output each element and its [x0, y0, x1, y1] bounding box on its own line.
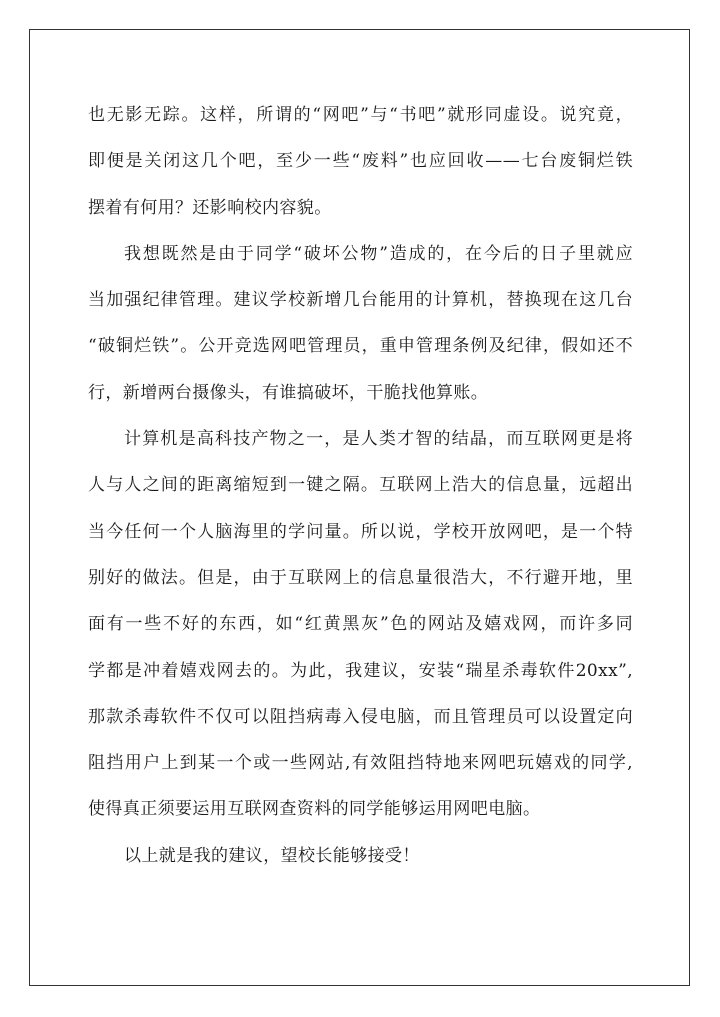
text-line: “破铜烂铁”。公开竞选网吧管理员，重申管理条例及纪律，假如还不: [88, 336, 633, 357]
text-line: 当加强纪律管理。建议学校新增几台能用的计算机，替换现在这几台: [88, 290, 633, 311]
paragraph-start-line: 我想既然是由于同学“破坏公物”造成的，在今后的日子里就应: [124, 243, 633, 264]
text-line: 摆着有何用？还影响校内容貌。: [88, 197, 332, 218]
text-line: 别好的做法。但是，由于互联网上的信息量很浩大，不行避开地，里: [88, 567, 633, 588]
text-line: 阻挡用户上到某一个或一些网站,有效阻挡特地来网吧玩嬉戏的同学,: [88, 753, 633, 774]
text-line: 即便是关闭这几个吧，至少一些“废料”也应回收——七台废铜烂铁: [88, 151, 633, 172]
text-line: 面有一些不好的东西，如“红黄黑灰”色的网站及嬉戏网，而许多同: [88, 614, 633, 635]
text-line: 学都是冲着嬉戏网去的。为此，我建议，安装“瑞星杀毒软件20xx”,: [88, 660, 633, 681]
text-line: 使得真正须要运用互联网查资料的同学能够运用网吧电脑。: [88, 799, 541, 820]
text-line: 也无影无踪。这样，所谓的“网吧”与“书吧”就形同虚设。说究竟，: [88, 105, 633, 125]
paragraph-start-line: 以上就是我的建议，望校长能够接受！: [124, 845, 420, 866]
text-line: 人与人之间的距离缩短到一键之隔。互联网上浩大的信息量，远超出: [88, 475, 633, 496]
text-line: 行，新增两台摄像头，有谁搞破坏，干脆找他算账。: [88, 382, 489, 403]
document-body: [88, 92, 633, 879]
text-line: 那款杀毒软件不仅可以阻挡病毒入侵电脑，而且管理员可以设置定向: [88, 706, 633, 727]
text-line: 当今任何一个人脑海里的学问量。所以说，学校开放网吧，是一个特: [88, 521, 633, 542]
paragraph-start-line: 计算机是高科技产物之一，是人类才智的结晶，而互联网更是将: [124, 429, 633, 450]
